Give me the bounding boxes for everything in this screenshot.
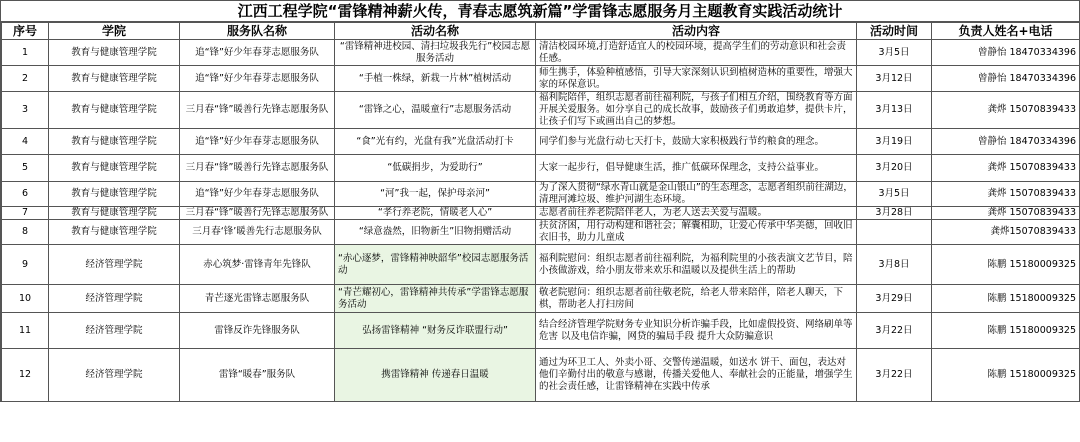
cell-team[interactable]: 赤心筑梦·雷锋青年先锋队 xyxy=(180,245,335,285)
cell-college[interactable]: 教育与健康管理学院 xyxy=(49,40,180,66)
cell-leader[interactable]: 陈鹏 15180009325 xyxy=(932,349,1080,402)
cell-college[interactable]: 经济管理学院 xyxy=(49,349,180,402)
table-row xyxy=(2,220,1080,245)
cell-college[interactable]: 教育与健康管理学院 xyxy=(49,155,180,182)
cell-leader[interactable]: 龚烨 15070839433 xyxy=(932,92,1080,129)
cell-no[interactable]: 6 xyxy=(2,182,49,207)
cell-date[interactable]: 3月12日 xyxy=(857,66,932,92)
cell-content[interactable]: 扶贫济困，用行动构建和谐社会；解囊相助，让爱心传承中华美德，回收旧衣旧书，助力儿童成 xyxy=(536,220,857,245)
table-row xyxy=(2,40,1080,66)
activity-table xyxy=(1,22,1080,402)
cell-leader[interactable]: 陈鹏 15180009325 xyxy=(932,313,1080,349)
sheet-title: 江西工程学院“雷锋精神薪火传，青春志愿筑新篇”学雷锋志愿服务月主题教育实践活动统计 xyxy=(1,0,1079,22)
cell-content[interactable]: 大家一起步行，倡导健康生活，推广低碳环保理念，支持公益事业。 xyxy=(536,155,857,182)
cell-activity[interactable]: 携雷锋精神 传递春日温暖 xyxy=(335,349,536,402)
table-row xyxy=(2,207,1080,220)
header-leader[interactable]: 负责人姓名+电话 xyxy=(932,23,1080,40)
cell-college[interactable]: 教育与健康管理学院 xyxy=(49,220,180,245)
cell-activity[interactable]: “绿意盎然，旧物新生”旧物捐赠活动 xyxy=(335,220,536,245)
cell-college[interactable]: 教育与健康管理学院 xyxy=(49,129,180,155)
cell-date[interactable]: 3月8日 xyxy=(857,245,932,285)
cell-activity[interactable]: “河”我一起，保护母亲河” xyxy=(335,182,536,207)
cell-content[interactable]: 结合经济管理学院财务专业知识分析诈骗手段，比如虚假投资、网络刷单等危害 以及电信诈骗，网贷的骗局手段 提升大众防骗意识 xyxy=(536,313,857,349)
cell-activity[interactable]: “青芒耀初心，雷锋精神共传承”学雷锋志愿服务活动 xyxy=(335,285,536,313)
table-row xyxy=(2,92,1080,129)
cell-no[interactable]: 1 xyxy=(2,40,49,66)
table-row xyxy=(2,349,1080,402)
cell-content[interactable]: 通过为环卫工人、外卖小哥、交警传递温暖，如送水 饼干、面包，表达对他们辛勤付出的敬意与感谢，传播关爱他人、奉献社会的正能量，增强学生的社会责任感，让雷锋精神在实践中传承 xyxy=(536,349,857,402)
table-row xyxy=(2,285,1080,313)
cell-leader[interactable]: 龚烨15070839433 xyxy=(932,220,1080,245)
header-date[interactable]: 活动时间 xyxy=(857,23,932,40)
cell-activity[interactable]: “手植一株绿，新栽一片林”植树活动 xyxy=(335,66,536,92)
cell-date[interactable]: 3月19日 xyxy=(857,129,932,155)
cell-team[interactable]: 三月春“锋”暖善行先锋志愿服务队 xyxy=(180,155,335,182)
cell-content[interactable]: 福利院陪伴，组织志愿者前往福利院，与孩子们相互介绍，围绕教育等方面开展关爱服务。如分享自己的成长故事，鼓励孩子们勇敢追梦，提供卡片，让孩子们写下或画出自己的梦想。 xyxy=(536,92,857,129)
cell-leader[interactable]: 曾静怡 18470334396 xyxy=(932,66,1080,92)
cell-activity[interactable]: “雷锋精神进校园、清扫垃圾我先行”校园志愿服务活动 xyxy=(335,40,536,66)
cell-date[interactable]: 3月22日 xyxy=(857,313,932,349)
table-row xyxy=(2,155,1080,182)
cell-team[interactable]: 雷锋“暖春”服务队 xyxy=(180,349,335,402)
cell-date[interactable]: 3月5日 xyxy=(857,40,932,66)
cell-college[interactable]: 教育与健康管理学院 xyxy=(49,92,180,129)
cell-team[interactable]: 青芒逐光雷锋志愿服务队 xyxy=(180,285,335,313)
cell-activity[interactable]: 弘扬雷锋精神 “财务反诈联盟行动” xyxy=(335,313,536,349)
table-row xyxy=(2,182,1080,207)
cell-activity[interactable]: “食”光有约，光盘有我”光盘活动打卡 xyxy=(335,129,536,155)
cell-team[interactable]: 追“锋”好少年春芽志愿服务队 xyxy=(180,182,335,207)
cell-content[interactable]: 师生携手，体验种植感悟，引导大家深刻认识到植树造林的重要性，增强大家的环保意识。 xyxy=(536,66,857,92)
cell-date[interactable]: 3月13日 xyxy=(857,92,932,129)
cell-team[interactable]: 三月春“锋”暖善行先锋志愿服务队 xyxy=(180,207,335,220)
cell-activity[interactable]: “低碳捐步，为爱助行” xyxy=(335,155,536,182)
cell-date[interactable]: 3月28日 xyxy=(857,207,932,220)
cell-no[interactable]: 7 xyxy=(2,207,49,220)
cell-no[interactable]: 8 xyxy=(2,220,49,245)
cell-no[interactable]: 4 xyxy=(2,129,49,155)
cell-leader[interactable]: 陈鹏 15180009325 xyxy=(932,245,1080,285)
cell-college[interactable]: 教育与健康管理学院 xyxy=(49,182,180,207)
cell-no[interactable]: 11 xyxy=(2,313,49,349)
cell-leader[interactable]: 曾静怡 18470334396 xyxy=(932,129,1080,155)
cell-college[interactable]: 教育与健康管理学院 xyxy=(49,207,180,220)
table-row xyxy=(2,245,1080,285)
cell-content[interactable]: 同学们参与光盘行动七天打卡，鼓励大家积极践行节约粮食的理念。 xyxy=(536,129,857,155)
cell-team[interactable]: 三月春‘锋’暖善先行志愿服务队 xyxy=(180,220,335,245)
cell-leader[interactable]: 龚烨 15070839433 xyxy=(932,155,1080,182)
cell-date[interactable]: 3月20日 xyxy=(857,155,932,182)
cell-activity[interactable]: “雷锋之心，温暖童行”志愿服务活动 xyxy=(335,92,536,129)
cell-team[interactable]: 追“锋”好少年春芽志愿服务队 xyxy=(180,40,335,66)
header-college[interactable]: 学院 xyxy=(49,23,180,40)
cell-college[interactable]: 经济管理学院 xyxy=(49,313,180,349)
cell-leader[interactable]: 龚烨 15070839433 xyxy=(932,182,1080,207)
cell-date[interactable] xyxy=(857,220,932,245)
table-row xyxy=(2,66,1080,92)
header-team[interactable]: 服务队名称 xyxy=(180,23,335,40)
cell-content[interactable]: 志愿者前往养老院陪伴老人，为老人送去关爱与温暖。 xyxy=(536,207,857,220)
cell-no[interactable]: 12 xyxy=(2,349,49,402)
cell-team[interactable]: 三月春“锋”暖善行先锋志愿服务队 xyxy=(180,92,335,129)
cell-date[interactable]: 3月29日 xyxy=(857,285,932,313)
cell-activity[interactable]: “孝行养老院，情暖老人心” xyxy=(335,207,536,220)
cell-team[interactable]: 雷锋反诈先锋服务队 xyxy=(180,313,335,349)
cell-leader[interactable]: 曾静怡 18470334396 xyxy=(932,40,1080,66)
cell-college[interactable]: 经济管理学院 xyxy=(49,285,180,313)
cell-content[interactable]: 为了深入贯彻“绿水青山就是金山银山”的生态理念，志愿者组织前往湖边，清理河滩垃圾、维护河湖生态环境。 xyxy=(536,182,857,207)
table-row xyxy=(2,313,1080,349)
cell-no[interactable]: 9 xyxy=(2,245,49,285)
cell-leader[interactable]: 陈鹏 15180009325 xyxy=(932,285,1080,313)
table-header-row xyxy=(2,23,1080,40)
cell-leader[interactable]: 龚烨 15070839433 xyxy=(932,207,1080,220)
cell-content[interactable]: 清洁校园环境,打造舒适宜人的校园环境，提高学生们的劳动意识和社会责任感。 xyxy=(536,40,857,66)
cell-team[interactable]: 追“锋”好少年春芽志愿服务队 xyxy=(180,129,335,155)
cell-content[interactable]: 福利院慰问：组织志愿者前往福利院，为福利院里的小孩表演文艺节目，陪小孩做游戏，给小朋友带来欢乐和温暖以及提供生活上的帮助 xyxy=(536,245,857,285)
header-content[interactable]: 活动内容 xyxy=(536,23,857,40)
cell-no[interactable]: 10 xyxy=(2,285,49,313)
table-row xyxy=(2,129,1080,155)
cell-college[interactable]: 经济管理学院 xyxy=(49,245,180,285)
cell-no[interactable]: 5 xyxy=(2,155,49,182)
cell-no[interactable]: 3 xyxy=(2,92,49,129)
cell-date[interactable]: 3月5日 xyxy=(857,182,932,207)
header-activity[interactable]: 活动名称 xyxy=(335,23,536,40)
cell-content[interactable]: 敬老院慰问：组织志愿者前往敬老院，给老人带来陪伴，陪老人聊天，下棋，帮助老人打扫房间 xyxy=(536,285,857,313)
cell-team[interactable]: 追“锋”好少年春芽志愿服务队 xyxy=(180,66,335,92)
cell-date[interactable]: 3月22日 xyxy=(857,349,932,402)
cell-no[interactable]: 2 xyxy=(2,66,49,92)
cell-activity[interactable]: “赤心逐梦，雷锋精神映韶华”校园志愿服务活动 xyxy=(335,245,536,285)
cell-college[interactable]: 教育与健康管理学院 xyxy=(49,66,180,92)
header-no[interactable]: 序号 xyxy=(2,23,49,40)
